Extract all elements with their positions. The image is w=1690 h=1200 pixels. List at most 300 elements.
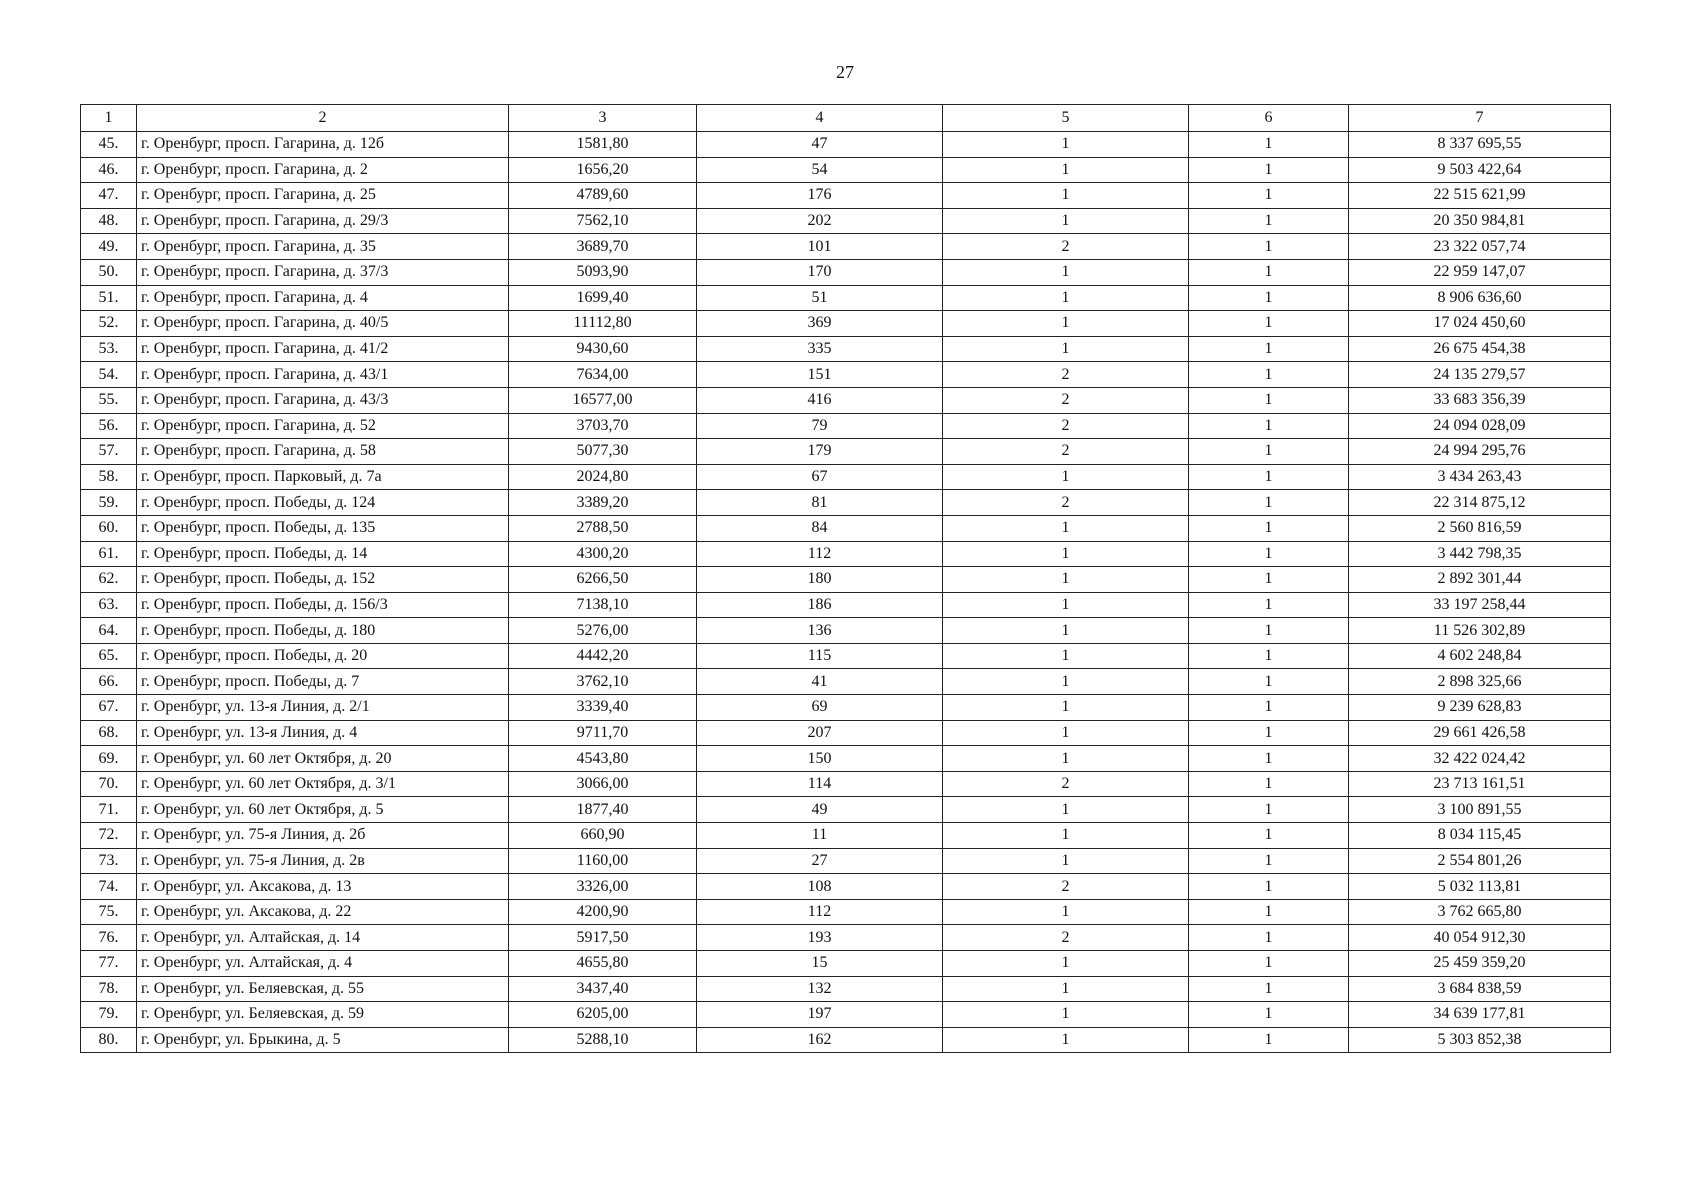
- cell-col5-value: 1: [943, 848, 1189, 874]
- cell-area: 3762,10: [509, 669, 697, 695]
- cell-residents: 15: [697, 951, 943, 977]
- cell-col5-value: 1: [943, 592, 1189, 618]
- cell-area: 2024,80: [509, 464, 697, 490]
- cell-area: 3389,20: [509, 490, 697, 516]
- cell-row-number: 80.: [81, 1027, 137, 1053]
- table-row: [81, 413, 1611, 439]
- cell-row-number: 73.: [81, 848, 137, 874]
- cell-area: 1160,00: [509, 848, 697, 874]
- cell-col5-value: 2: [943, 874, 1189, 900]
- cell-residents: 197: [697, 1002, 943, 1028]
- cell-residents: 207: [697, 720, 943, 746]
- cell-row-number: 61.: [81, 541, 137, 567]
- table-row: [81, 567, 1611, 593]
- cell-cost: 40 054 912,30: [1349, 925, 1611, 951]
- cell-area: 5093,90: [509, 259, 697, 285]
- cell-col5-value: 2: [943, 490, 1189, 516]
- cell-cost: 25 459 359,20: [1349, 951, 1611, 977]
- cell-address: г. Оренбург, ул. 60 лет Октября, д. 20: [137, 746, 509, 772]
- cell-residents: 202: [697, 208, 943, 234]
- cell-cost: 23 322 057,74: [1349, 234, 1611, 260]
- cell-area: 4789,60: [509, 183, 697, 209]
- cell-residents: 51: [697, 285, 943, 311]
- table-row: [81, 336, 1611, 362]
- cell-address: г. Оренбург, просп. Гагарина, д. 43/3: [137, 387, 509, 413]
- cell-area: 4300,20: [509, 541, 697, 567]
- cell-col6-value: 1: [1189, 874, 1349, 900]
- cell-address: г. Оренбург, просп. Гагарина, д. 58: [137, 439, 509, 465]
- cell-cost: 22 959 147,07: [1349, 259, 1611, 285]
- cell-address: г. Оренбург, просп. Гагарина, д. 2: [137, 157, 509, 183]
- cell-row-number: 60.: [81, 515, 137, 541]
- cell-row-number: 72.: [81, 823, 137, 849]
- cell-col6-value: 1: [1189, 567, 1349, 593]
- cell-col6-value: 1: [1189, 720, 1349, 746]
- cell-row-number: 51.: [81, 285, 137, 311]
- cell-row-number: 70.: [81, 771, 137, 797]
- table-row: [81, 362, 1611, 388]
- cell-residents: 67: [697, 464, 943, 490]
- cell-col6-value: 1: [1189, 362, 1349, 388]
- cell-col5-value: 1: [943, 976, 1189, 1002]
- cell-address: г. Оренбург, просп. Гагарина, д. 40/5: [137, 311, 509, 337]
- cell-cost: 29 661 426,58: [1349, 720, 1611, 746]
- table-row: [81, 874, 1611, 900]
- column-header-6: 6: [1189, 105, 1349, 132]
- table-row: [81, 823, 1611, 849]
- cell-cost: 5 032 113,81: [1349, 874, 1611, 900]
- cell-col5-value: 1: [943, 746, 1189, 772]
- table-row: [81, 899, 1611, 925]
- cell-cost: 22 314 875,12: [1349, 490, 1611, 516]
- cell-col5-value: 2: [943, 387, 1189, 413]
- cell-address: г. Оренбург, просп. Победы, д. 135: [137, 515, 509, 541]
- cell-address: г. Оренбург, ул. Алтайская, д. 4: [137, 951, 509, 977]
- table-row: [81, 285, 1611, 311]
- cell-col5-value: 2: [943, 413, 1189, 439]
- cell-row-number: 50.: [81, 259, 137, 285]
- page-number: 27: [836, 62, 854, 82]
- cell-address: г. Оренбург, ул. 60 лет Октября, д. 5: [137, 797, 509, 823]
- cell-col5-value: 1: [943, 899, 1189, 925]
- cell-residents: 112: [697, 541, 943, 567]
- cell-row-number: 76.: [81, 925, 137, 951]
- cell-cost: 3 434 263,43: [1349, 464, 1611, 490]
- cell-col5-value: 1: [943, 618, 1189, 644]
- cell-row-number: 59.: [81, 490, 137, 516]
- cell-area: 5276,00: [509, 618, 697, 644]
- table-row: [81, 643, 1611, 669]
- cell-area: 1581,80: [509, 132, 697, 158]
- cell-col6-value: 1: [1189, 823, 1349, 849]
- cell-row-number: 58.: [81, 464, 137, 490]
- cell-residents: 27: [697, 848, 943, 874]
- cell-address: г. Оренбург, ул. 75-я Линия, д. 2б: [137, 823, 509, 849]
- cell-col6-value: 1: [1189, 899, 1349, 925]
- cell-cost: 8 906 636,60: [1349, 285, 1611, 311]
- cell-address: г. Оренбург, просп. Гагарина, д. 35: [137, 234, 509, 260]
- cell-residents: 11: [697, 823, 943, 849]
- cell-residents: 114: [697, 771, 943, 797]
- cell-cost: 24 094 028,09: [1349, 413, 1611, 439]
- cell-area: 1877,40: [509, 797, 697, 823]
- cell-cost: 5 303 852,38: [1349, 1027, 1611, 1053]
- cell-residents: 170: [697, 259, 943, 285]
- cell-col5-value: 1: [943, 695, 1189, 721]
- cell-col6-value: 1: [1189, 669, 1349, 695]
- cell-residents: 108: [697, 874, 943, 900]
- cell-col5-value: 2: [943, 362, 1189, 388]
- cell-col6-value: 1: [1189, 157, 1349, 183]
- cell-residents: 54: [697, 157, 943, 183]
- column-header-1: 1: [81, 105, 137, 132]
- cell-address: г. Оренбург, ул. Беляевская, д. 55: [137, 976, 509, 1002]
- column-header-7: 7: [1349, 105, 1611, 132]
- cell-area: 9430,60: [509, 336, 697, 362]
- cell-address: г. Оренбург, ул. 75-я Линия, д. 2в: [137, 848, 509, 874]
- cell-cost: 33 683 356,39: [1349, 387, 1611, 413]
- cell-col5-value: 2: [943, 771, 1189, 797]
- cell-area: 7634,00: [509, 362, 697, 388]
- cell-col6-value: 1: [1189, 464, 1349, 490]
- cell-address: г. Оренбург, ул. Беляевская, д. 59: [137, 1002, 509, 1028]
- cell-col6-value: 1: [1189, 515, 1349, 541]
- cell-row-number: 62.: [81, 567, 137, 593]
- cell-col5-value: 1: [943, 259, 1189, 285]
- cell-col6-value: 1: [1189, 1002, 1349, 1028]
- cell-row-number: 78.: [81, 976, 137, 1002]
- cell-cost: 4 602 248,84: [1349, 643, 1611, 669]
- table-row: [81, 490, 1611, 516]
- cell-area: 3066,00: [509, 771, 697, 797]
- table-row: [81, 311, 1611, 337]
- cell-residents: 416: [697, 387, 943, 413]
- cell-area: 9711,70: [509, 720, 697, 746]
- column-header-5: 5: [943, 105, 1189, 132]
- cell-col6-value: 1: [1189, 285, 1349, 311]
- cell-col6-value: 1: [1189, 490, 1349, 516]
- cell-address: г. Оренбург, просп. Гагарина, д. 4: [137, 285, 509, 311]
- table-row: [81, 951, 1611, 977]
- cell-cost: 8 034 115,45: [1349, 823, 1611, 849]
- cell-residents: 186: [697, 592, 943, 618]
- cell-area: 16577,00: [509, 387, 697, 413]
- cell-col6-value: 1: [1189, 132, 1349, 158]
- cell-cost: 20 350 984,81: [1349, 208, 1611, 234]
- cell-area: 5077,30: [509, 439, 697, 465]
- cell-col5-value: 1: [943, 720, 1189, 746]
- cell-residents: 162: [697, 1027, 943, 1053]
- cell-address: г. Оренбург, ул. Аксакова, д. 22: [137, 899, 509, 925]
- cell-cost: 17 024 450,60: [1349, 311, 1611, 337]
- cell-address: г. Оренбург, ул. 13-я Линия, д. 4: [137, 720, 509, 746]
- cell-col6-value: 1: [1189, 413, 1349, 439]
- column-header-2: 2: [137, 105, 509, 132]
- table-row: [81, 515, 1611, 541]
- table-row: [81, 439, 1611, 465]
- cell-row-number: 57.: [81, 439, 137, 465]
- cell-address: г. Оренбург, ул. 13-я Линия, д. 2/1: [137, 695, 509, 721]
- cell-address: г. Оренбург, ул. Брыкина, д. 5: [137, 1027, 509, 1053]
- table-row: [81, 464, 1611, 490]
- cell-address: г. Оренбург, просп. Гагарина, д. 41/2: [137, 336, 509, 362]
- cell-col6-value: 1: [1189, 976, 1349, 1002]
- cell-residents: 41: [697, 669, 943, 695]
- cell-col6-value: 1: [1189, 541, 1349, 567]
- column-header-4: 4: [697, 105, 943, 132]
- cell-area: 3689,70: [509, 234, 697, 260]
- cell-col5-value: 1: [943, 669, 1189, 695]
- cell-cost: 26 675 454,38: [1349, 336, 1611, 362]
- cell-col5-value: 2: [943, 234, 1189, 260]
- cell-area: 1656,20: [509, 157, 697, 183]
- cell-residents: 193: [697, 925, 943, 951]
- cell-col6-value: 1: [1189, 746, 1349, 772]
- cell-address: г. Оренбург, просп. Гагарина, д. 37/3: [137, 259, 509, 285]
- cell-area: 7562,10: [509, 208, 697, 234]
- cell-address: г. Оренбург, просп. Гагарина, д. 43/1: [137, 362, 509, 388]
- cell-col6-value: 1: [1189, 336, 1349, 362]
- cell-area: 4655,80: [509, 951, 697, 977]
- table-row: [81, 1027, 1611, 1053]
- cell-col6-value: 1: [1189, 259, 1349, 285]
- table-header: [81, 105, 1611, 132]
- table-row: [81, 695, 1611, 721]
- cell-row-number: 77.: [81, 951, 137, 977]
- cell-residents: 115: [697, 643, 943, 669]
- cell-row-number: 48.: [81, 208, 137, 234]
- cell-cost: 33 197 258,44: [1349, 592, 1611, 618]
- table-row: [81, 1002, 1611, 1028]
- cell-cost: 8 337 695,55: [1349, 132, 1611, 158]
- cell-row-number: 66.: [81, 669, 137, 695]
- cell-cost: 3 100 891,55: [1349, 797, 1611, 823]
- cell-residents: 136: [697, 618, 943, 644]
- table-row: [81, 720, 1611, 746]
- cell-col5-value: 1: [943, 336, 1189, 362]
- cell-residents: 79: [697, 413, 943, 439]
- cell-row-number: 69.: [81, 746, 137, 772]
- cell-row-number: 63.: [81, 592, 137, 618]
- cell-row-number: 46.: [81, 157, 137, 183]
- cell-residents: 151: [697, 362, 943, 388]
- cell-area: 3326,00: [509, 874, 697, 900]
- table-row: [81, 183, 1611, 209]
- cell-address: г. Оренбург, просп. Парковый, д. 7а: [137, 464, 509, 490]
- cell-col5-value: 1: [943, 183, 1189, 209]
- table-row: [81, 132, 1611, 158]
- cell-cost: 2 554 801,26: [1349, 848, 1611, 874]
- register-table: [80, 104, 1611, 1053]
- cell-residents: 81: [697, 490, 943, 516]
- cell-residents: 101: [697, 234, 943, 260]
- cell-residents: 179: [697, 439, 943, 465]
- cell-col6-value: 1: [1189, 439, 1349, 465]
- cell-address: г. Оренбург, просп. Победы, д. 152: [137, 567, 509, 593]
- table-row: [81, 746, 1611, 772]
- cell-row-number: 45.: [81, 132, 137, 158]
- cell-address: г. Оренбург, просп. Победы, д. 124: [137, 490, 509, 516]
- cell-area: 5288,10: [509, 1027, 697, 1053]
- cell-residents: 150: [697, 746, 943, 772]
- cell-residents: 47: [697, 132, 943, 158]
- cell-row-number: 68.: [81, 720, 137, 746]
- cell-address: г. Оренбург, просп. Гагарина, д. 52: [137, 413, 509, 439]
- cell-address: г. Оренбург, просп. Гагарина, д. 12б: [137, 132, 509, 158]
- cell-col6-value: 1: [1189, 925, 1349, 951]
- cell-area: 4442,20: [509, 643, 697, 669]
- cell-col6-value: 1: [1189, 797, 1349, 823]
- cell-col6-value: 1: [1189, 183, 1349, 209]
- cell-col6-value: 1: [1189, 618, 1349, 644]
- cell-col5-value: 1: [943, 157, 1189, 183]
- cell-area: 660,90: [509, 823, 697, 849]
- cell-area: 3339,40: [509, 695, 697, 721]
- cell-cost: 2 560 816,59: [1349, 515, 1611, 541]
- cell-row-number: 54.: [81, 362, 137, 388]
- table-row: [81, 976, 1611, 1002]
- cell-col5-value: 1: [943, 643, 1189, 669]
- table-row: [81, 234, 1611, 260]
- cell-col5-value: 1: [943, 797, 1189, 823]
- cell-cost: 9 239 628,83: [1349, 695, 1611, 721]
- cell-col5-value: 1: [943, 951, 1189, 977]
- table-row: [81, 618, 1611, 644]
- table-body: [81, 132, 1611, 1053]
- cell-residents: 132: [697, 976, 943, 1002]
- table-row: [81, 925, 1611, 951]
- cell-cost: 23 713 161,51: [1349, 771, 1611, 797]
- table-row: [81, 771, 1611, 797]
- cell-cost: 24 135 279,57: [1349, 362, 1611, 388]
- cell-row-number: 71.: [81, 797, 137, 823]
- cell-row-number: 75.: [81, 899, 137, 925]
- cell-row-number: 47.: [81, 183, 137, 209]
- cell-col5-value: 1: [943, 1002, 1189, 1028]
- cell-cost: 2 898 325,66: [1349, 669, 1611, 695]
- cell-area: 6205,00: [509, 1002, 697, 1028]
- cell-area: 3703,70: [509, 413, 697, 439]
- cell-row-number: 65.: [81, 643, 137, 669]
- table-row: [81, 797, 1611, 823]
- cell-col6-value: 1: [1189, 1027, 1349, 1053]
- cell-col5-value: 1: [943, 311, 1189, 337]
- cell-address: г. Оренбург, просп. Победы, д. 180: [137, 618, 509, 644]
- cell-cost: 3 762 665,80: [1349, 899, 1611, 925]
- table-row: [81, 541, 1611, 567]
- cell-area: 1699,40: [509, 285, 697, 311]
- cell-residents: 369: [697, 311, 943, 337]
- cell-col5-value: 1: [943, 823, 1189, 849]
- cell-col6-value: 1: [1189, 771, 1349, 797]
- header-row: [81, 105, 1611, 132]
- cell-col5-value: 1: [943, 132, 1189, 158]
- cell-col6-value: 1: [1189, 234, 1349, 260]
- cell-area: 2788,50: [509, 515, 697, 541]
- cell-row-number: 64.: [81, 618, 137, 644]
- cell-residents: 69: [697, 695, 943, 721]
- table-row: [81, 208, 1611, 234]
- table-row: [81, 259, 1611, 285]
- cell-area: 3437,40: [509, 976, 697, 1002]
- cell-cost: 3 442 798,35: [1349, 541, 1611, 567]
- cell-area: 11112,80: [509, 311, 697, 337]
- cell-area: 6266,50: [509, 567, 697, 593]
- cell-row-number: 53.: [81, 336, 137, 362]
- cell-col5-value: 1: [943, 515, 1189, 541]
- cell-col5-value: 1: [943, 285, 1189, 311]
- cell-area: 4543,80: [509, 746, 697, 772]
- cell-row-number: 67.: [81, 695, 137, 721]
- cell-address: г. Оренбург, просп. Гагарина, д. 29/3: [137, 208, 509, 234]
- cell-area: 5917,50: [509, 925, 697, 951]
- cell-cost: 2 892 301,44: [1349, 567, 1611, 593]
- cell-residents: 49: [697, 797, 943, 823]
- cell-col6-value: 1: [1189, 387, 1349, 413]
- cell-residents: 112: [697, 899, 943, 925]
- cell-cost: 34 639 177,81: [1349, 1002, 1611, 1028]
- cell-col6-value: 1: [1189, 695, 1349, 721]
- table-row: [81, 848, 1611, 874]
- cell-col6-value: 1: [1189, 208, 1349, 234]
- cell-row-number: 52.: [81, 311, 137, 337]
- cell-col5-value: 2: [943, 925, 1189, 951]
- cell-address: г. Оренбург, ул. Алтайская, д. 14: [137, 925, 509, 951]
- cell-address: г. Оренбург, просп. Победы, д. 156/3: [137, 592, 509, 618]
- cell-area: 7138,10: [509, 592, 697, 618]
- cell-cost: 24 994 295,76: [1349, 439, 1611, 465]
- cell-col5-value: 1: [943, 1027, 1189, 1053]
- cell-col5-value: 1: [943, 541, 1189, 567]
- cell-col5-value: 1: [943, 464, 1189, 490]
- cell-residents: 84: [697, 515, 943, 541]
- cell-col6-value: 1: [1189, 311, 1349, 337]
- table-row: [81, 387, 1611, 413]
- cell-col6-value: 1: [1189, 643, 1349, 669]
- cell-address: г. Оренбург, просп. Гагарина, д. 25: [137, 183, 509, 209]
- cell-row-number: 49.: [81, 234, 137, 260]
- cell-residents: 335: [697, 336, 943, 362]
- cell-address: г. Оренбург, ул. 60 лет Октября, д. 3/1: [137, 771, 509, 797]
- cell-col5-value: 1: [943, 208, 1189, 234]
- cell-row-number: 79.: [81, 1002, 137, 1028]
- cell-residents: 180: [697, 567, 943, 593]
- cell-col5-value: 2: [943, 439, 1189, 465]
- cell-cost: 32 422 024,42: [1349, 746, 1611, 772]
- column-header-3: 3: [509, 105, 697, 132]
- table-row: [81, 157, 1611, 183]
- cell-address: г. Оренбург, просп. Победы, д. 7: [137, 669, 509, 695]
- cell-address: г. Оренбург, просп. Победы, д. 14: [137, 541, 509, 567]
- cell-row-number: 56.: [81, 413, 137, 439]
- cell-cost: 11 526 302,89: [1349, 618, 1611, 644]
- table-row: [81, 669, 1611, 695]
- table-row: [81, 592, 1611, 618]
- cell-address: г. Оренбург, просп. Победы, д. 20: [137, 643, 509, 669]
- cell-row-number: 74.: [81, 874, 137, 900]
- cell-area: 4200,90: [509, 899, 697, 925]
- cell-cost: 22 515 621,99: [1349, 183, 1611, 209]
- cell-cost: 9 503 422,64: [1349, 157, 1611, 183]
- cell-col6-value: 1: [1189, 592, 1349, 618]
- cell-row-number: 55.: [81, 387, 137, 413]
- cell-col6-value: 1: [1189, 951, 1349, 977]
- cell-col6-value: 1: [1189, 848, 1349, 874]
- cell-address: г. Оренбург, ул. Аксакова, д. 13: [137, 874, 509, 900]
- cell-residents: 176: [697, 183, 943, 209]
- cell-col5-value: 1: [943, 567, 1189, 593]
- cell-cost: 3 684 838,59: [1349, 976, 1611, 1002]
